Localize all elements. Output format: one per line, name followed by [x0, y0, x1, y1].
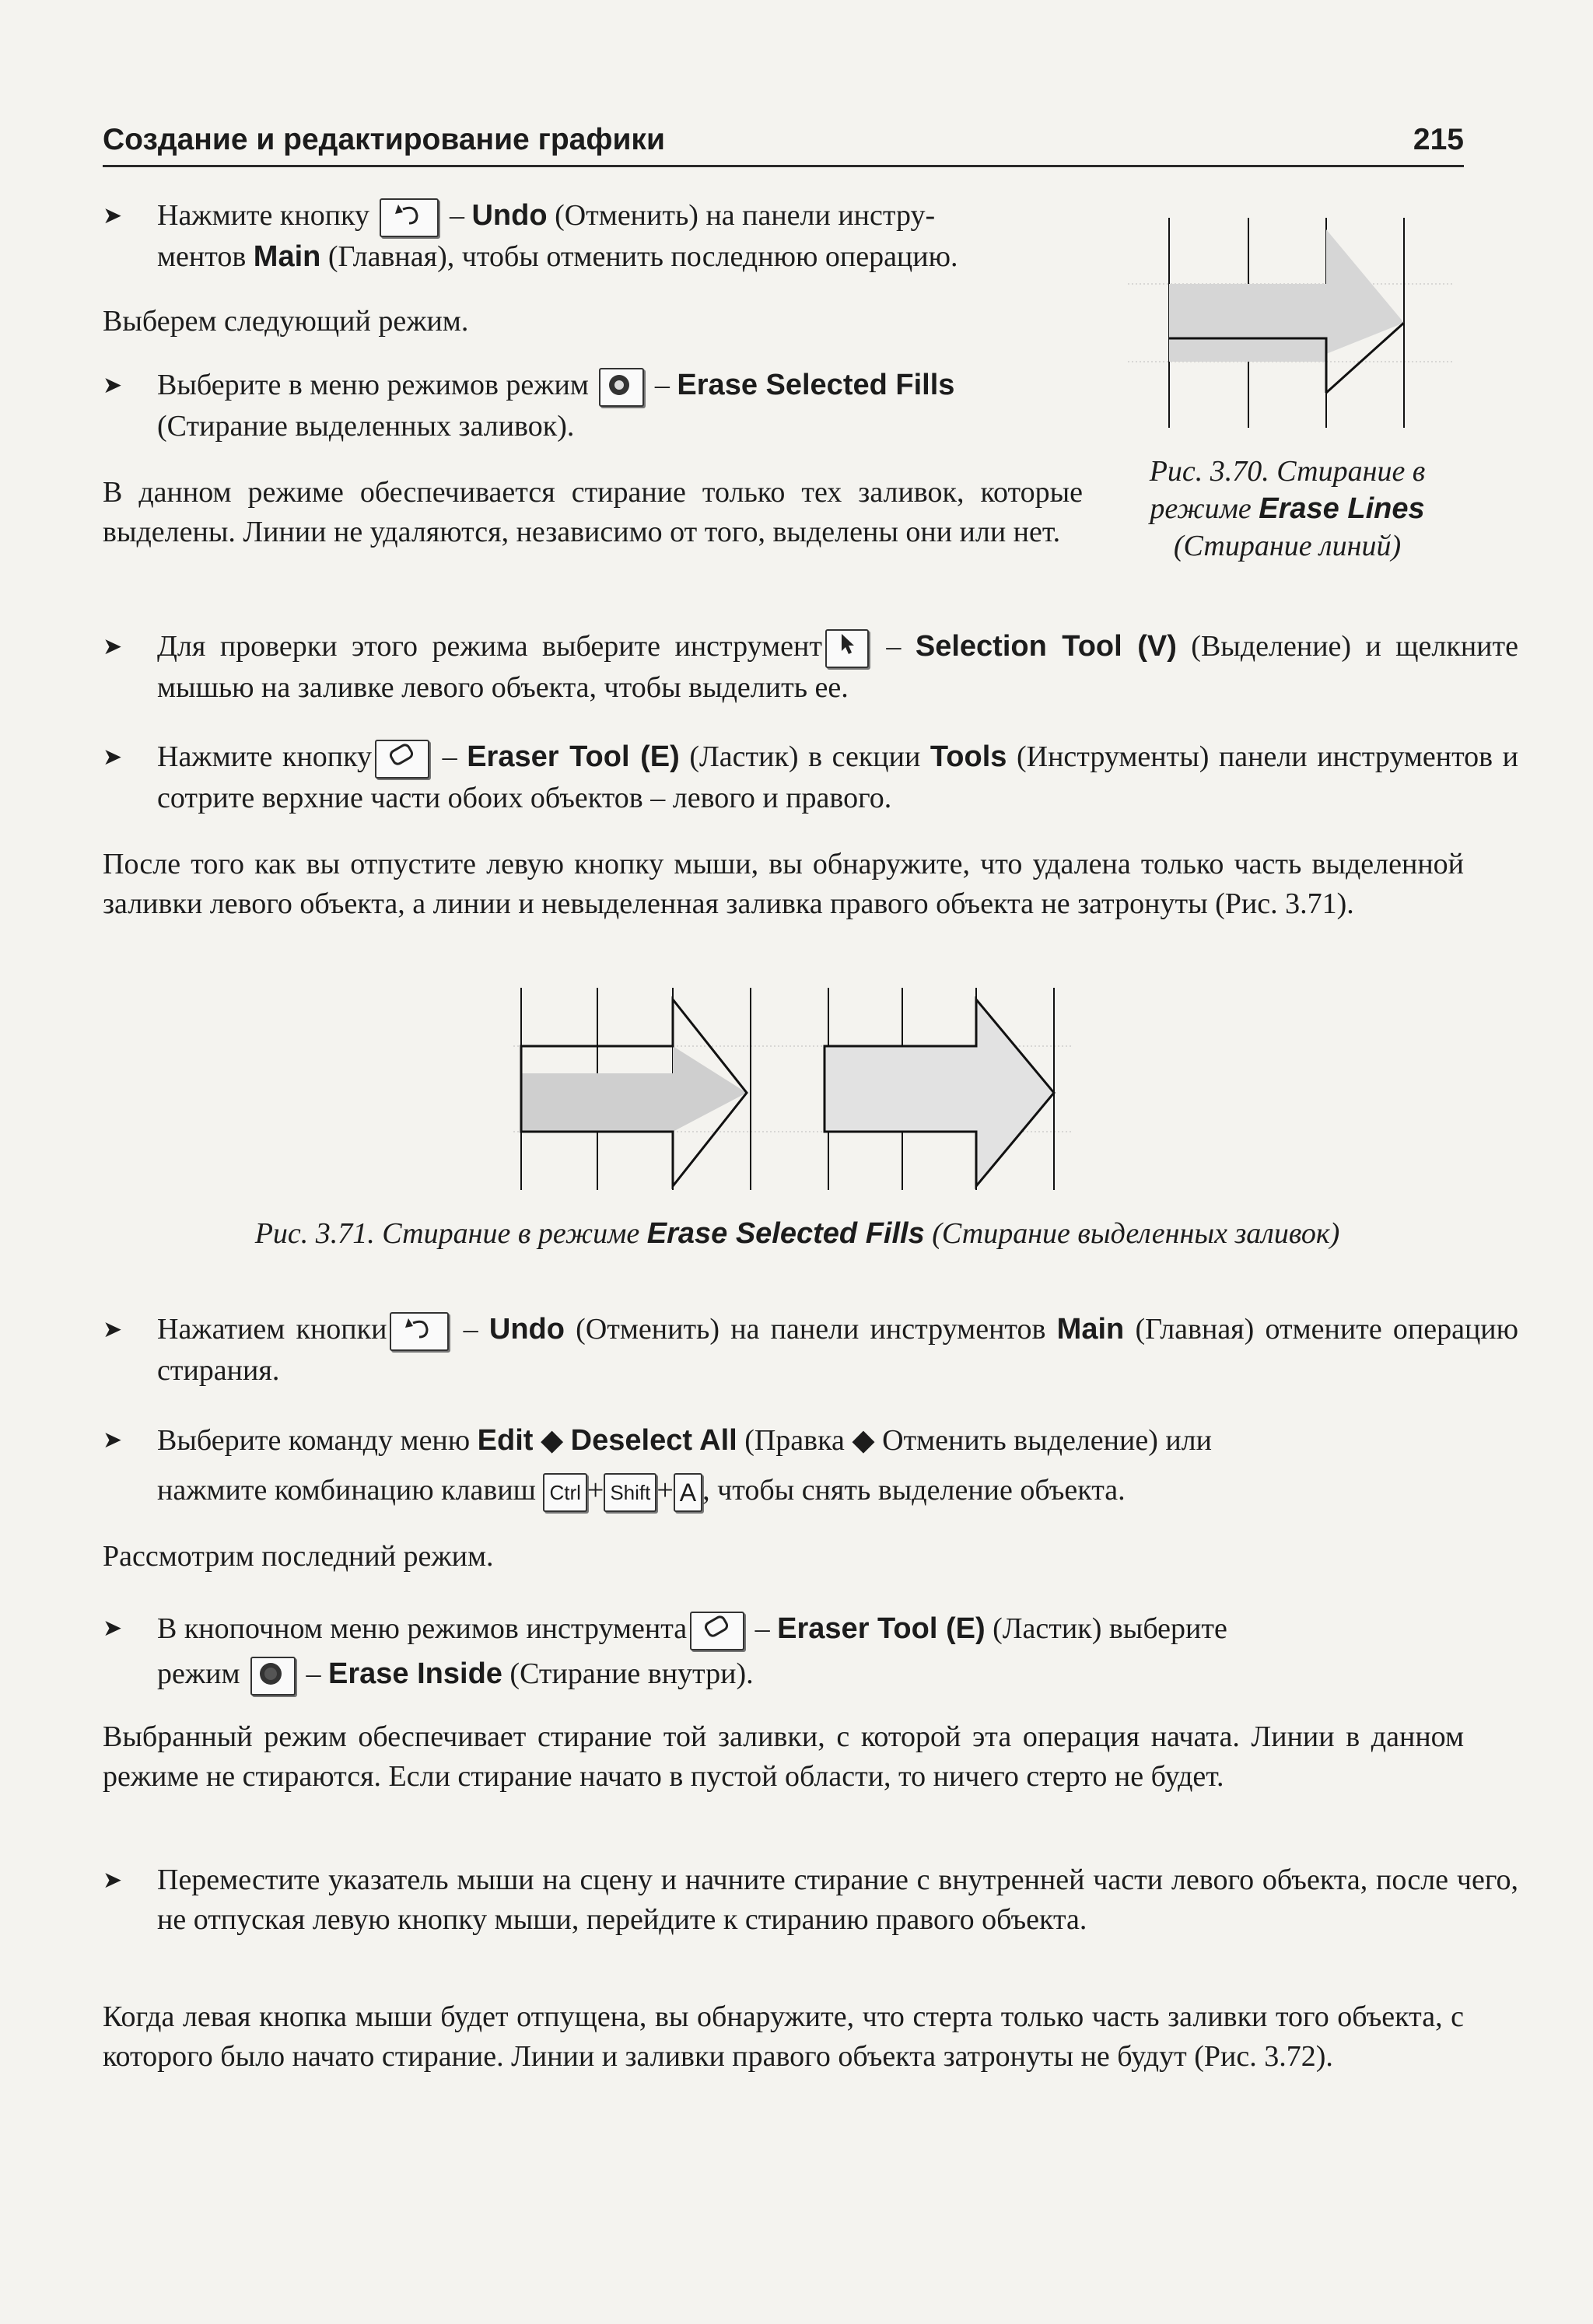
erase-selected-fills-icon	[599, 368, 644, 407]
bullet-mark: ➤	[103, 373, 123, 398]
paragraph-next-mode: Выберем следующий режим.	[103, 305, 469, 338]
bullet-eraser-tool: ➤ Нажмите кнопку – Eraser Tool (E) (Ластик) в секции Tools (Инструменты) панели инструментов и сотрите верхние части обоих объектов – левого и правого.	[103, 737, 1518, 818]
undo-button-icon	[380, 198, 439, 237]
running-header	[103, 117, 1464, 167]
bullet-mark: ➤	[103, 634, 123, 660]
bullet-mark: ➤	[103, 1615, 123, 1641]
shift-key: Shift	[604, 1473, 656, 1512]
undo-button-icon	[390, 1312, 449, 1351]
bullet-mark: ➤	[103, 1867, 123, 1893]
figure-3-71-arrows	[513, 984, 1073, 1194]
paragraph-erase-inside-description: Выбранный режим обеспечивает стирание той заливки, с которой эта операция начата. Линии в данном режиме не стираются. Если стирание начато в пустой области, то ничего стерто не будет.	[103, 1720, 1464, 1793]
figure-3-71-caption: Рис. 3.71. Стирание в режиме Erase Selected Fills (Стирание выделенных заливок)	[254, 1217, 1340, 1250]
bullet-mark: ➤	[103, 1427, 123, 1453]
bullet-mark: ➤	[103, 1317, 123, 1342]
bullet-deselect-all: ➤ Выберите команду меню Edit ◆ Deselect All (Правка ◆ Отменить выделение) или нажмите комбинацию клавиш Ctrl + Shift + A , чтобы снять выделение объекта.	[103, 1416, 1518, 1515]
undo-label: Undo	[471, 199, 548, 232]
bullet-mark: ➤	[103, 744, 123, 770]
bullet-mark: ➤	[103, 203, 123, 229]
paragraph-last-mode: Рассмотрим последний режим.	[103, 1540, 494, 1573]
paragraph-result: После того как вы отпустите левую кнопку мыши, вы обнаружите, что удалена только часть выделенной заливки левого объекта, а линии и невыделенная заливка правого объекта не затронуты (Рис. 3.71).	[103, 848, 1464, 920]
header-title: Создание и редактирование графики	[103, 123, 665, 156]
ctrl-key: Ctrl	[543, 1473, 586, 1512]
bullet-erase-selected-fills: ➤ Выберите в меню режимов режим – Erase Selected Fills (Стирание выделенных заливок).	[103, 366, 1184, 446]
erase-inside-icon	[250, 1657, 296, 1696]
eraser-tool-icon	[375, 740, 429, 779]
bullet-selection-tool: ➤ Для проверки этого режима выберите инструмент – Selection Tool (V) (Выделение) и щелкните мышью на заливке левого объекта, чтобы выделить ее.	[103, 627, 1518, 708]
a-key: A	[674, 1473, 702, 1512]
bullet-undo-1: ➤ Нажмите кнопку – Undo (Отменить) на панели инстру- ментов Main (Главная), чтобы отменить последнюю операцию.	[103, 196, 1184, 277]
eraser-tool-icon	[690, 1612, 744, 1650]
figure-3-70-caption: Рис. 3.70. Стирание в режиме Erase Lines (Стирание линий)	[1149, 455, 1426, 562]
bullet-undo-2: ➤ Нажатием кнопки – Undo (Отменить) на панели инструментов Main (Главная) отмените операцию стирания.	[103, 1310, 1518, 1391]
bullet-move-pointer: ➤ Переместите указатель мыши на сцену и начните стирание с внутренней части левого объекта, после чего, не отпуская левую кнопку мыши, перейдите к стиранию правого объекта.	[103, 1860, 1518, 1940]
bullet-erase-inside: ➤ В кнопочном меню режимов инструмента – Eraser Tool (E) (Ластик) выберите режим – Erase Inside (Стирание внутри).	[103, 1606, 1518, 1696]
selection-tool-icon	[825, 629, 869, 668]
page-number: 215	[1413, 123, 1464, 156]
paragraph-mode-description: В данном режиме обеспечивается стирание только тех заливок, которые выделены. Линии не удаляются, независимо от того, выделены они или нет.	[103, 476, 1083, 548]
figure-3-70-arrow	[1128, 214, 1455, 432]
paragraph-final: Когда левая кнопка мыши будет отпущена, вы обнаружите, что стерта только часть заливки того объекта, с которого было начато стирание. Линии и заливки правого объекта затронуты не будут (Рис. 3.72).	[103, 2000, 1464, 2073]
